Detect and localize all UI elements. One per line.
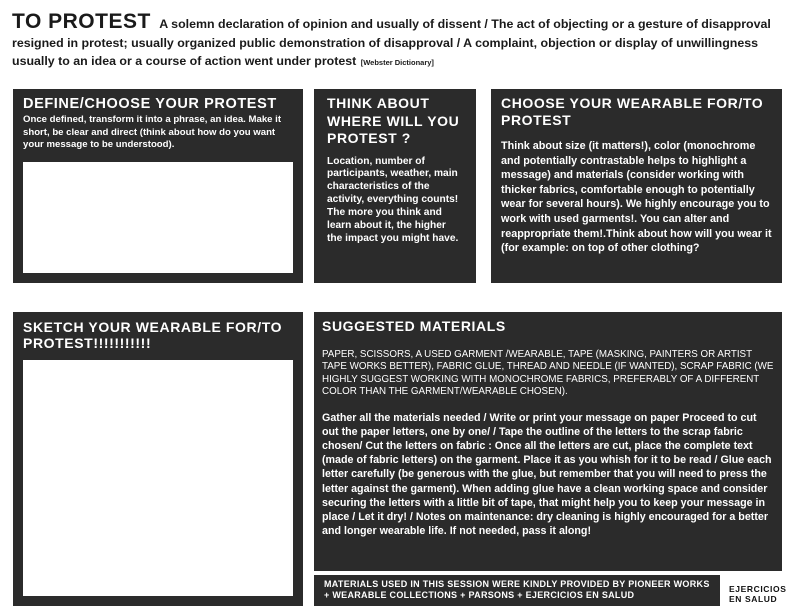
materials-steps: Gather all the materials needed / Write or print your message on paper Proceed to cut out the paper letters, one by one/ / Tape the outline of the letters to the scrap fabric chosen/ Cut the letters on fabric : Once all the letters are cut, place the complete text (made of fabric letters) on the garment. Place it as you whish for it to be read / Glue each letter carefully (be generous with the glue, but remember that you will need to press the letter against the garment). When adding glue have a clean working space and consider securing the letters with a little bit of tape, that might help you to keep your message in place / Let it dry! / Notes on maintenance: dry cleaning is highly encouraged for a better and longer wearable life. If not needed, pass it along! bbox=[322, 411, 772, 538]
think-about-body: Location, number of participants, weather, main characteristics of the activity, everything counts! The more you think and learn about it, the higher the impact you might have. bbox=[327, 155, 459, 244]
choose-wearable-body: Think about size (it matters!), color (monochrome and potentially contrastable helps to highlight a message) and materials (consider working with thicker fabrics, comfortable enough to potentially wear for several hours). We highly encourage you to work with used garments!. You can alter and reappropriate them!.Think about how will you wear it (for example: on top of other clothing? bbox=[501, 140, 772, 255]
ejercicios-en-salud-logo bbox=[729, 584, 787, 604]
logo-line-1: EJERCICIOS bbox=[729, 584, 787, 594]
choose-wearable-title: CHOOSE YOUR WEARABLE FOR/TO PROTEST bbox=[501, 95, 764, 128]
suggested-materials-panel bbox=[314, 312, 782, 571]
logo-line-2: EN SALUD bbox=[729, 594, 778, 604]
define-protest-writing-box[interactable] bbox=[23, 162, 293, 273]
define-protest-body: Once defined, transform it into a phrase, an idea. Make it short, be clear and direct (think about how do you want your message to be understood). bbox=[23, 114, 282, 151]
header bbox=[12, 10, 782, 70]
page-title: TO PROTEST bbox=[12, 10, 151, 33]
choose-wearable-panel bbox=[491, 89, 782, 283]
definition-source: [Webster Dictionary] bbox=[360, 58, 434, 67]
definition-text: A solemn declaration of opinion and usually of dissent / The act of objecting or a gesture of disapproval resigned in protest; usually organized public demonstration of disapproval / A complaint, objection or display of unwillingness usually to an idea or a course of action went under protest bbox=[12, 17, 771, 68]
suggested-materials-title: SUGGESTED MATERIALS bbox=[322, 318, 506, 334]
credits-footer: MATERIALS USED IN THIS SESSION WERE KINDLY PROVIDED BY PIONEER WORKS + WEARABLE COLLECTIONS + PARSONS + EJERCICIOS EN SALUD bbox=[314, 575, 720, 606]
materials-list: PAPER, SCISSORS, A USED GARMENT /WEARABLE, TAPE (MASKING, PAINTERS OR ARTIST TAPE WORKS BETTER), FABRIC GLUE, THREAD AND NEEDLE (IF WANTED), SCRAP FABRIC (WE HIGHLY SUGGEST WORKING WITH MONOCHROME FABRICS, PREFERABLY OF A DIFFERENT COLOR THAN THE GARMENT/WEARABLE CHOSEN). bbox=[322, 349, 774, 398]
think-about-panel bbox=[314, 89, 476, 283]
sketch-drawing-box[interactable] bbox=[23, 360, 293, 596]
define-protest-title: DEFINE/CHOOSE YOUR PROTEST bbox=[23, 96, 277, 112]
sketch-title: SKETCH YOUR WEARABLE FOR/TO PROTEST!!!!!!!!!!! bbox=[23, 319, 283, 351]
think-about-title: THINK ABOUT WHERE WILL YOU PROTEST ? bbox=[327, 95, 460, 146]
